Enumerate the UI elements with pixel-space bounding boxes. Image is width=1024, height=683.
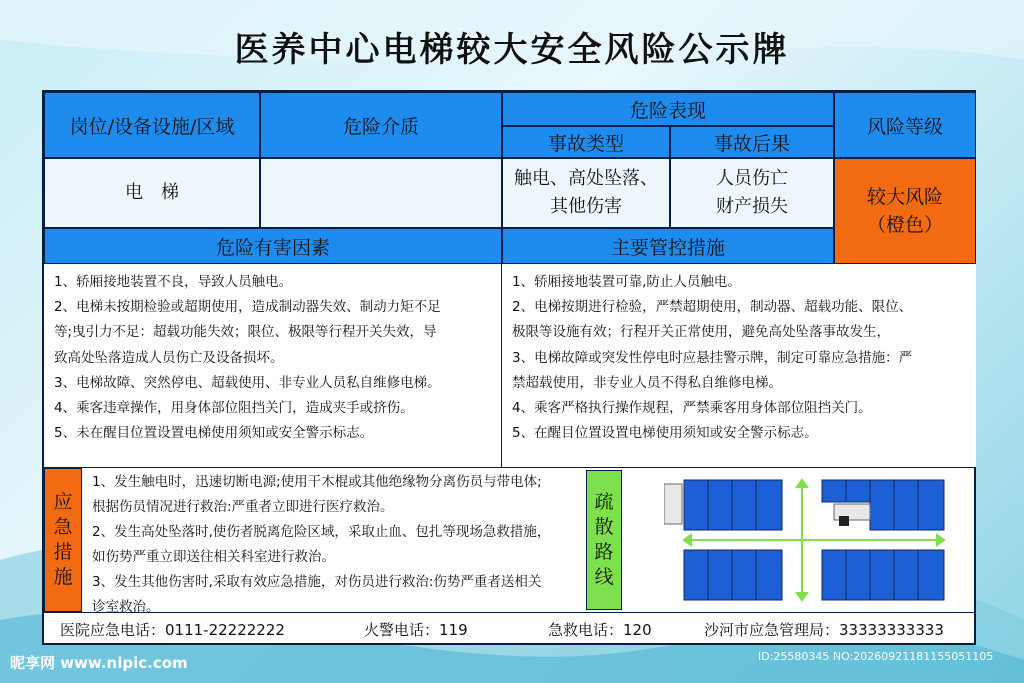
hazard-item: 4、乘客违章操作，用身体部位阻挡关门，造成夹手或挤伤。 [54,400,414,417]
measures-title: 主要管控措施 [502,228,834,264]
emergency-item: 2、发生高处坠落时,使伤者脱离危险区域，采取止血、包扎等现场急救措施， [92,524,551,540]
header-danger: 危险表现 [502,92,834,126]
accident-type-line: 触电、高处坠落、 [514,168,658,189]
header-risk-level: 风险等级 [834,92,976,158]
emergency-item: 如伤势严重立即送往相关科室进行救治。 [92,549,335,565]
measure-item: 禁超载使用，非专业人员不得私自维修电梯。 [512,374,782,391]
watermark-id: ID:25580345 NO:20260921181155051105 [758,650,994,663]
watermark-logo: 昵享网 www.nipic.com [10,654,188,672]
hazard-item: 1、轿厢接地装置不良，导致人员触电。 [54,274,293,290]
emergency-list [88,468,628,622]
emergency-label [44,468,82,612]
hazards-title: 危险有害因素 [44,228,502,264]
ambulance-phone: 急救电话：120 [548,621,652,639]
measures-list [502,264,976,468]
accident-type-line: 其他伤害 [550,196,622,217]
evacuation-label [586,470,622,610]
accident-type-value [502,158,670,228]
header-accident-type: 事故类型 [502,126,670,158]
city-emergency-phone: 沙河市应急管理局：33333333333 [704,621,944,639]
measure-item: 1、轿厢接地装置可靠,防止人员触电。 [512,274,741,290]
consequence-line: 财产损失 [716,196,788,217]
risk-level-value [834,158,976,264]
risk-level-line: 较大风险 [866,186,943,208]
consequence-value [670,158,834,228]
emergency-item: 3、发生其他伤害时,采取有效应急措施，对伤员进行救治:伤势严重者送相关 [92,574,542,590]
medium-value [260,158,502,228]
emergency-label-text: 应急措施 [53,491,73,588]
fire-phone: 火警电话：119 [364,621,468,639]
emergency-item: 1、发生触电时，迅速切断电源;使用干木棍或其他绝缘物分离伤员与带电体; [92,474,542,490]
consequence-line: 人员伤亡 [716,168,788,189]
page-title: 医养中心电梯较大安全风险公示牌 [234,30,790,70]
measure-item: 极限等设施有效；行程开关正常使用，避免高处坠落事故发生， [512,324,890,341]
footer-contacts [44,612,974,646]
hazard-item: 等;曳引力不足：超载功能失效；限位、极限等行程开关失效，导 [54,324,437,341]
hazard-item: 2、电梯未按期检验或超期使用，造成制动器失效、制动力矩不足 [54,299,441,316]
header-medium: 危险介质 [260,92,502,158]
measure-item: 5、在醒目位置设置电梯使用须知或安全警示标志。 [512,425,818,442]
emergency-item: 诊室救治。 [92,599,160,615]
hazard-item: 致高处坠落造成人员伤亡及设备损坏。 [54,349,284,366]
area-value: 电 梯 [44,158,260,228]
header-area: 岗位/设备设施/区域 [44,92,260,158]
measure-item: 4、乘客严格执行操作规程，严禁乘客用身体部位阻挡关门。 [512,400,872,417]
hazard-item: 5、未在醒目位置设置电梯使用须知或安全警示标志。 [54,425,374,442]
hazard-item: 3、电梯故障、突然停电、超载使用、非专业人员私自维修电梯。 [54,374,441,391]
measure-item: 3、电梯故障或突发性停电时应悬挂警示牌，制定可靠应急措施：严 [512,349,913,366]
evacuation-floor-plan [664,474,952,606]
hospital-phone: 医院应急电话：0111-22222222 [60,621,285,639]
evacuation-label-text: 疏散路线 [594,491,614,588]
risk-board [42,90,976,645]
risk-level-line: （橙色） [866,214,943,236]
emergency-item: 根据伤员情况进行救治:严重者立即进行医疗救治。 [92,499,394,515]
header-consequence: 事故后果 [670,126,834,158]
hazards-list [44,264,502,468]
measure-item: 2、电梯按期进行检验，严禁超期使用，制动器、超载功能、限位、 [512,299,913,316]
